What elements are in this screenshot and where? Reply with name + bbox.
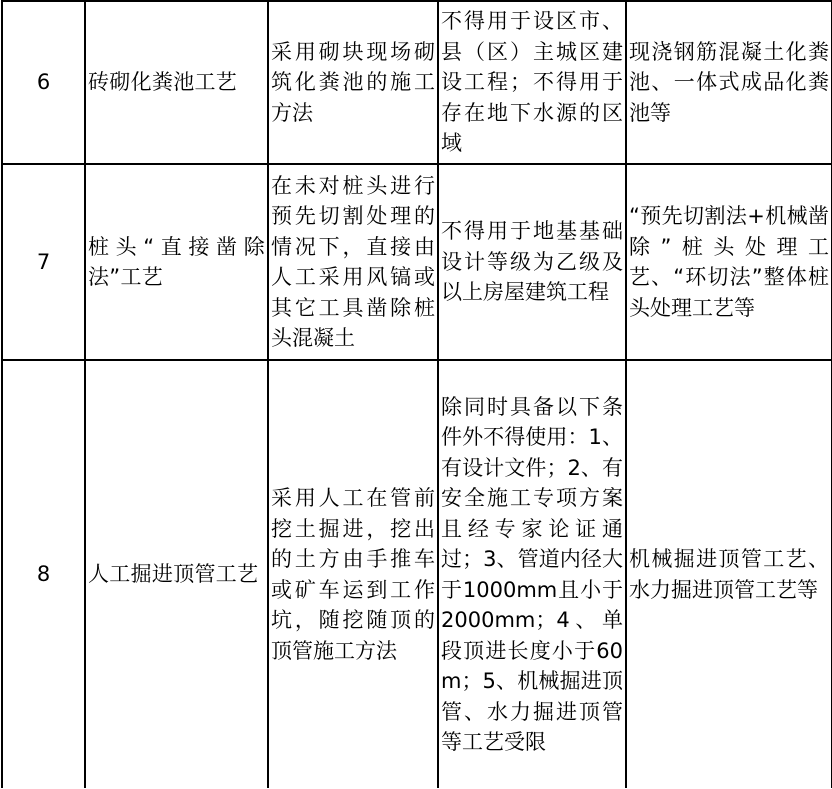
- usage-restriction: 不得用于设区市、县（区）主城区建设工程；不得用于存在地下水源的区域: [438, 1, 626, 164]
- alternative-process: 机械掘进顶管工艺、水力掘进顶管工艺等: [626, 360, 832, 788]
- alternative-process: 现浇钢筋混凝土化粪池、一体式成品化粪池等: [626, 1, 832, 164]
- row-number: 7: [2, 164, 85, 360]
- process-name: 砖砌化粪池工艺: [85, 1, 268, 164]
- row-number: 8: [2, 360, 85, 788]
- table-row: [2, 164, 832, 360]
- row-number: 6: [2, 1, 85, 164]
- process-table: [1, 0, 832, 788]
- process-name: 人工掘进顶管工艺: [85, 360, 268, 788]
- table-row: [2, 1, 832, 164]
- process-name: 桩头“直接凿除法”工艺: [85, 164, 268, 360]
- table-row: [2, 360, 832, 788]
- process-description: 采用砌块现场砌筑化粪池的施工方法: [268, 1, 438, 164]
- process-description: 采用人工在管前挖土掘进，挖出的土方由手推车或矿车运到工作坑，随挖随顶的顶管施工方法: [268, 360, 438, 788]
- process-description: 在未对桩头进行预先切割处理的情况下，直接由人工采用风镐或其它工具凿除桩头混凝土: [268, 164, 438, 360]
- alternative-process: “预先切割法+机械凿除”桩头处理工艺、“环切法”整体桩头处理工艺等: [626, 164, 832, 360]
- usage-restriction: 不得用于地基基础设计等级为乙级及以上房屋建筑工程: [438, 164, 626, 360]
- usage-restriction: 除同时具备以下条件外不得使用：1、有设计文件；2、有安全施工专项方案且经专家论证通过；3、管道内径大于1000mm且小于2000mm；4、单段顶进长度小于60m；5、机械掘进顶管、水力掘进顶管等工艺受限: [438, 360, 626, 788]
